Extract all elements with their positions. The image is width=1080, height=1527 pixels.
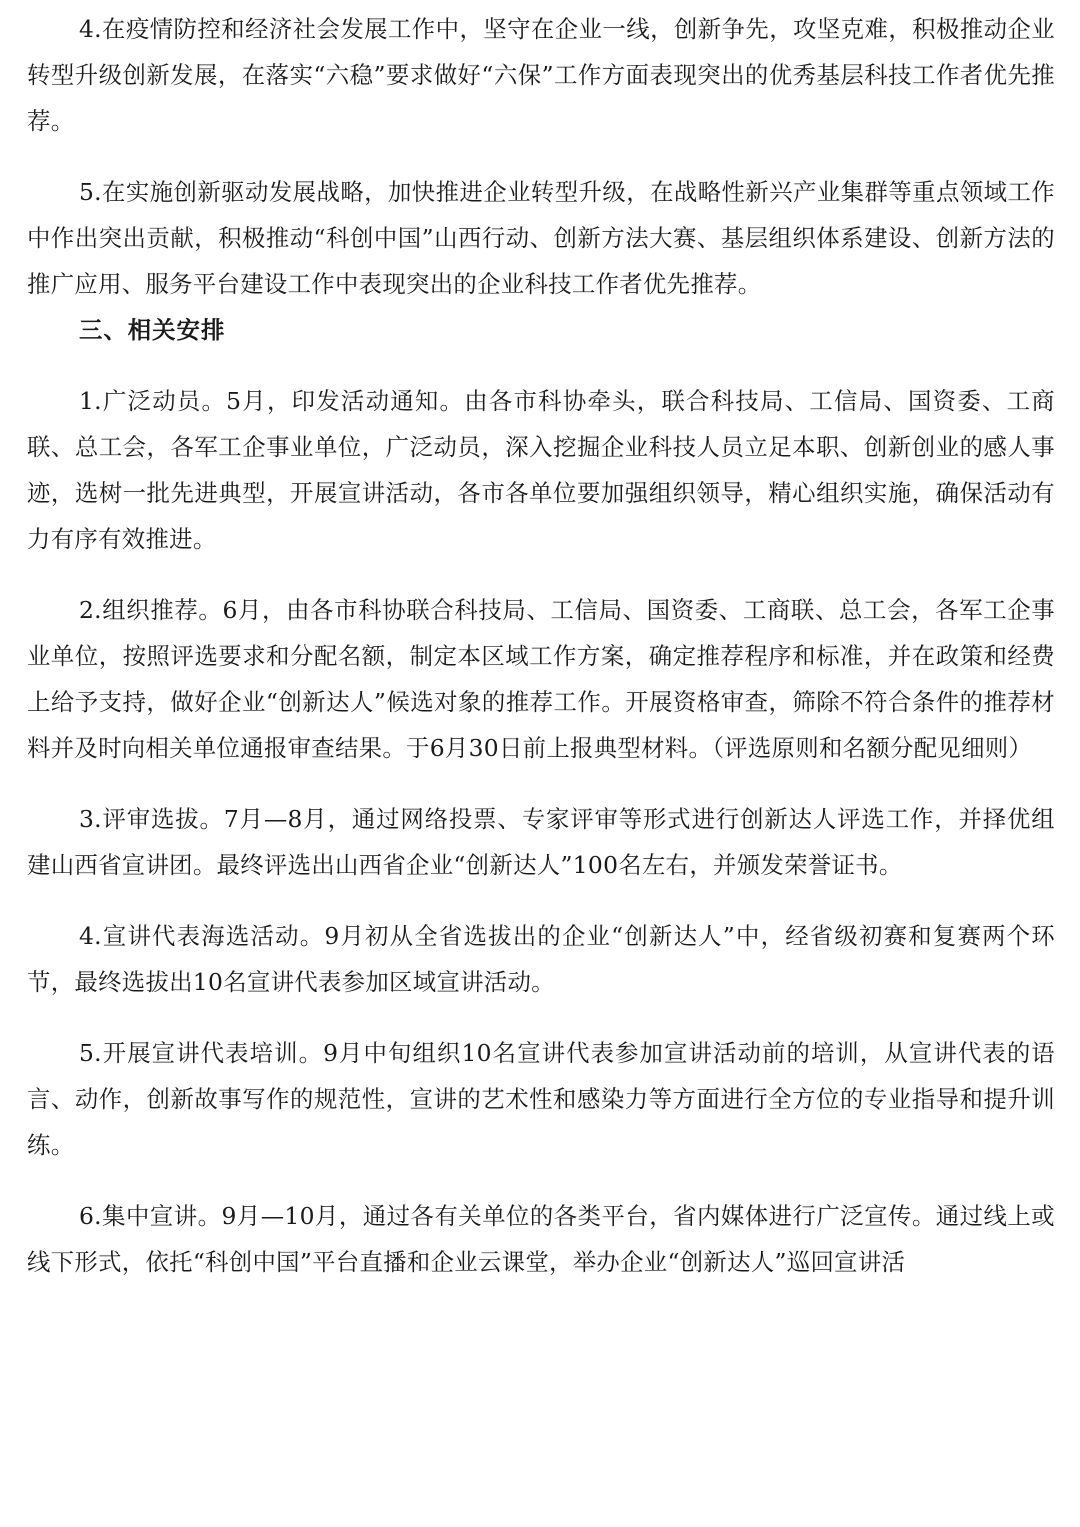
paragraph-arrangement-1: 1.广泛动员。5月，印发活动通知。由各市科协牵头，联合科技局、工信局、国资委、工商联、总工会，各军工企事业单位，广泛动员，深入挖掘企业科技人员立足本职、创新创业的感人事迹，选树一批先进典型，开展宣讲活动，各市各单位要加强组织领导，精心组织实施，确保活动有力有序有效推进。 — [27, 387, 1055, 553]
paragraph-arrangement-2: 2.组织推荐。6月，由各市科协联合科技局、工信局、国资委、工商联、总工会，各军工企事业单位，按照评选要求和分配名额，制定本区域工作方案，确定推荐程序和标准，并在政策和经费上给予支持，做好企业“创新达人”候选对象的推荐工作。开展资格审查，筛除不符合条件的推荐材料并及时向相关单位通报审查结果。于6月30日前上报典型材料。（评选原则和名额分配见细则） — [27, 596, 1055, 762]
paragraph-arrangement-6: 6.集中宣讲。9月—10月，通过各有关单位的各类平台，省内媒体进行广泛宣传。通过线上或线下形式，依托“科创中国”平台直播和企业云课堂，举办企业“创新达人”巡回宣讲活 — [27, 1202, 1055, 1276]
section-heading: 三、相关安排 — [79, 316, 226, 344]
paragraph-arrangement-4: 4.宣讲代表海选活动。9月初从全省选拔出的企业“创新达人”中，经省级初赛和复赛两个环节，最终选拔出10名宣讲代表参加区域宣讲活动。 — [27, 922, 1055, 996]
document-page — [27, 6, 1055, 1285]
paragraph-item-5: 5.在实施创新驱动发展战略，加快推进企业转型升级，在战略性新兴产业集群等重点领域工作中作出突出贡献，积极推动“科创中国”山西行动、创新方法大赛、基层组织体系建设、创新方法的推广应用、服务平台建设工作中表现突出的企业科技工作者优先推荐。 — [27, 178, 1055, 298]
paragraph-item-4: 4.在疫情防控和经济社会发展工作中，坚守在企业一线，创新争先，攻坚克难，积极推动企业转型升级创新发展，在落实“六稳”要求做好“六保”工作方面表现突出的优秀基层科技工作者优先推荐。 — [27, 15, 1055, 135]
paragraph-arrangement-5: 5.开展宣讲代表培训。9月中旬组织10名宣讲代表参加宣讲活动前的培训，从宣讲代表的语言、动作，创新故事写作的规范性，宣讲的艺术性和感染力等方面进行全方位的专业指导和提升训练。 — [27, 1039, 1055, 1159]
paragraph-arrangement-3: 3.评审选拔。7月—8月，通过网络投票、专家评审等形式进行创新达人评选工作，并择优组建山西省宣讲团。最终评选出山西省企业“创新达人”100名左右，并颁发荣誉证书。 — [27, 805, 1055, 879]
